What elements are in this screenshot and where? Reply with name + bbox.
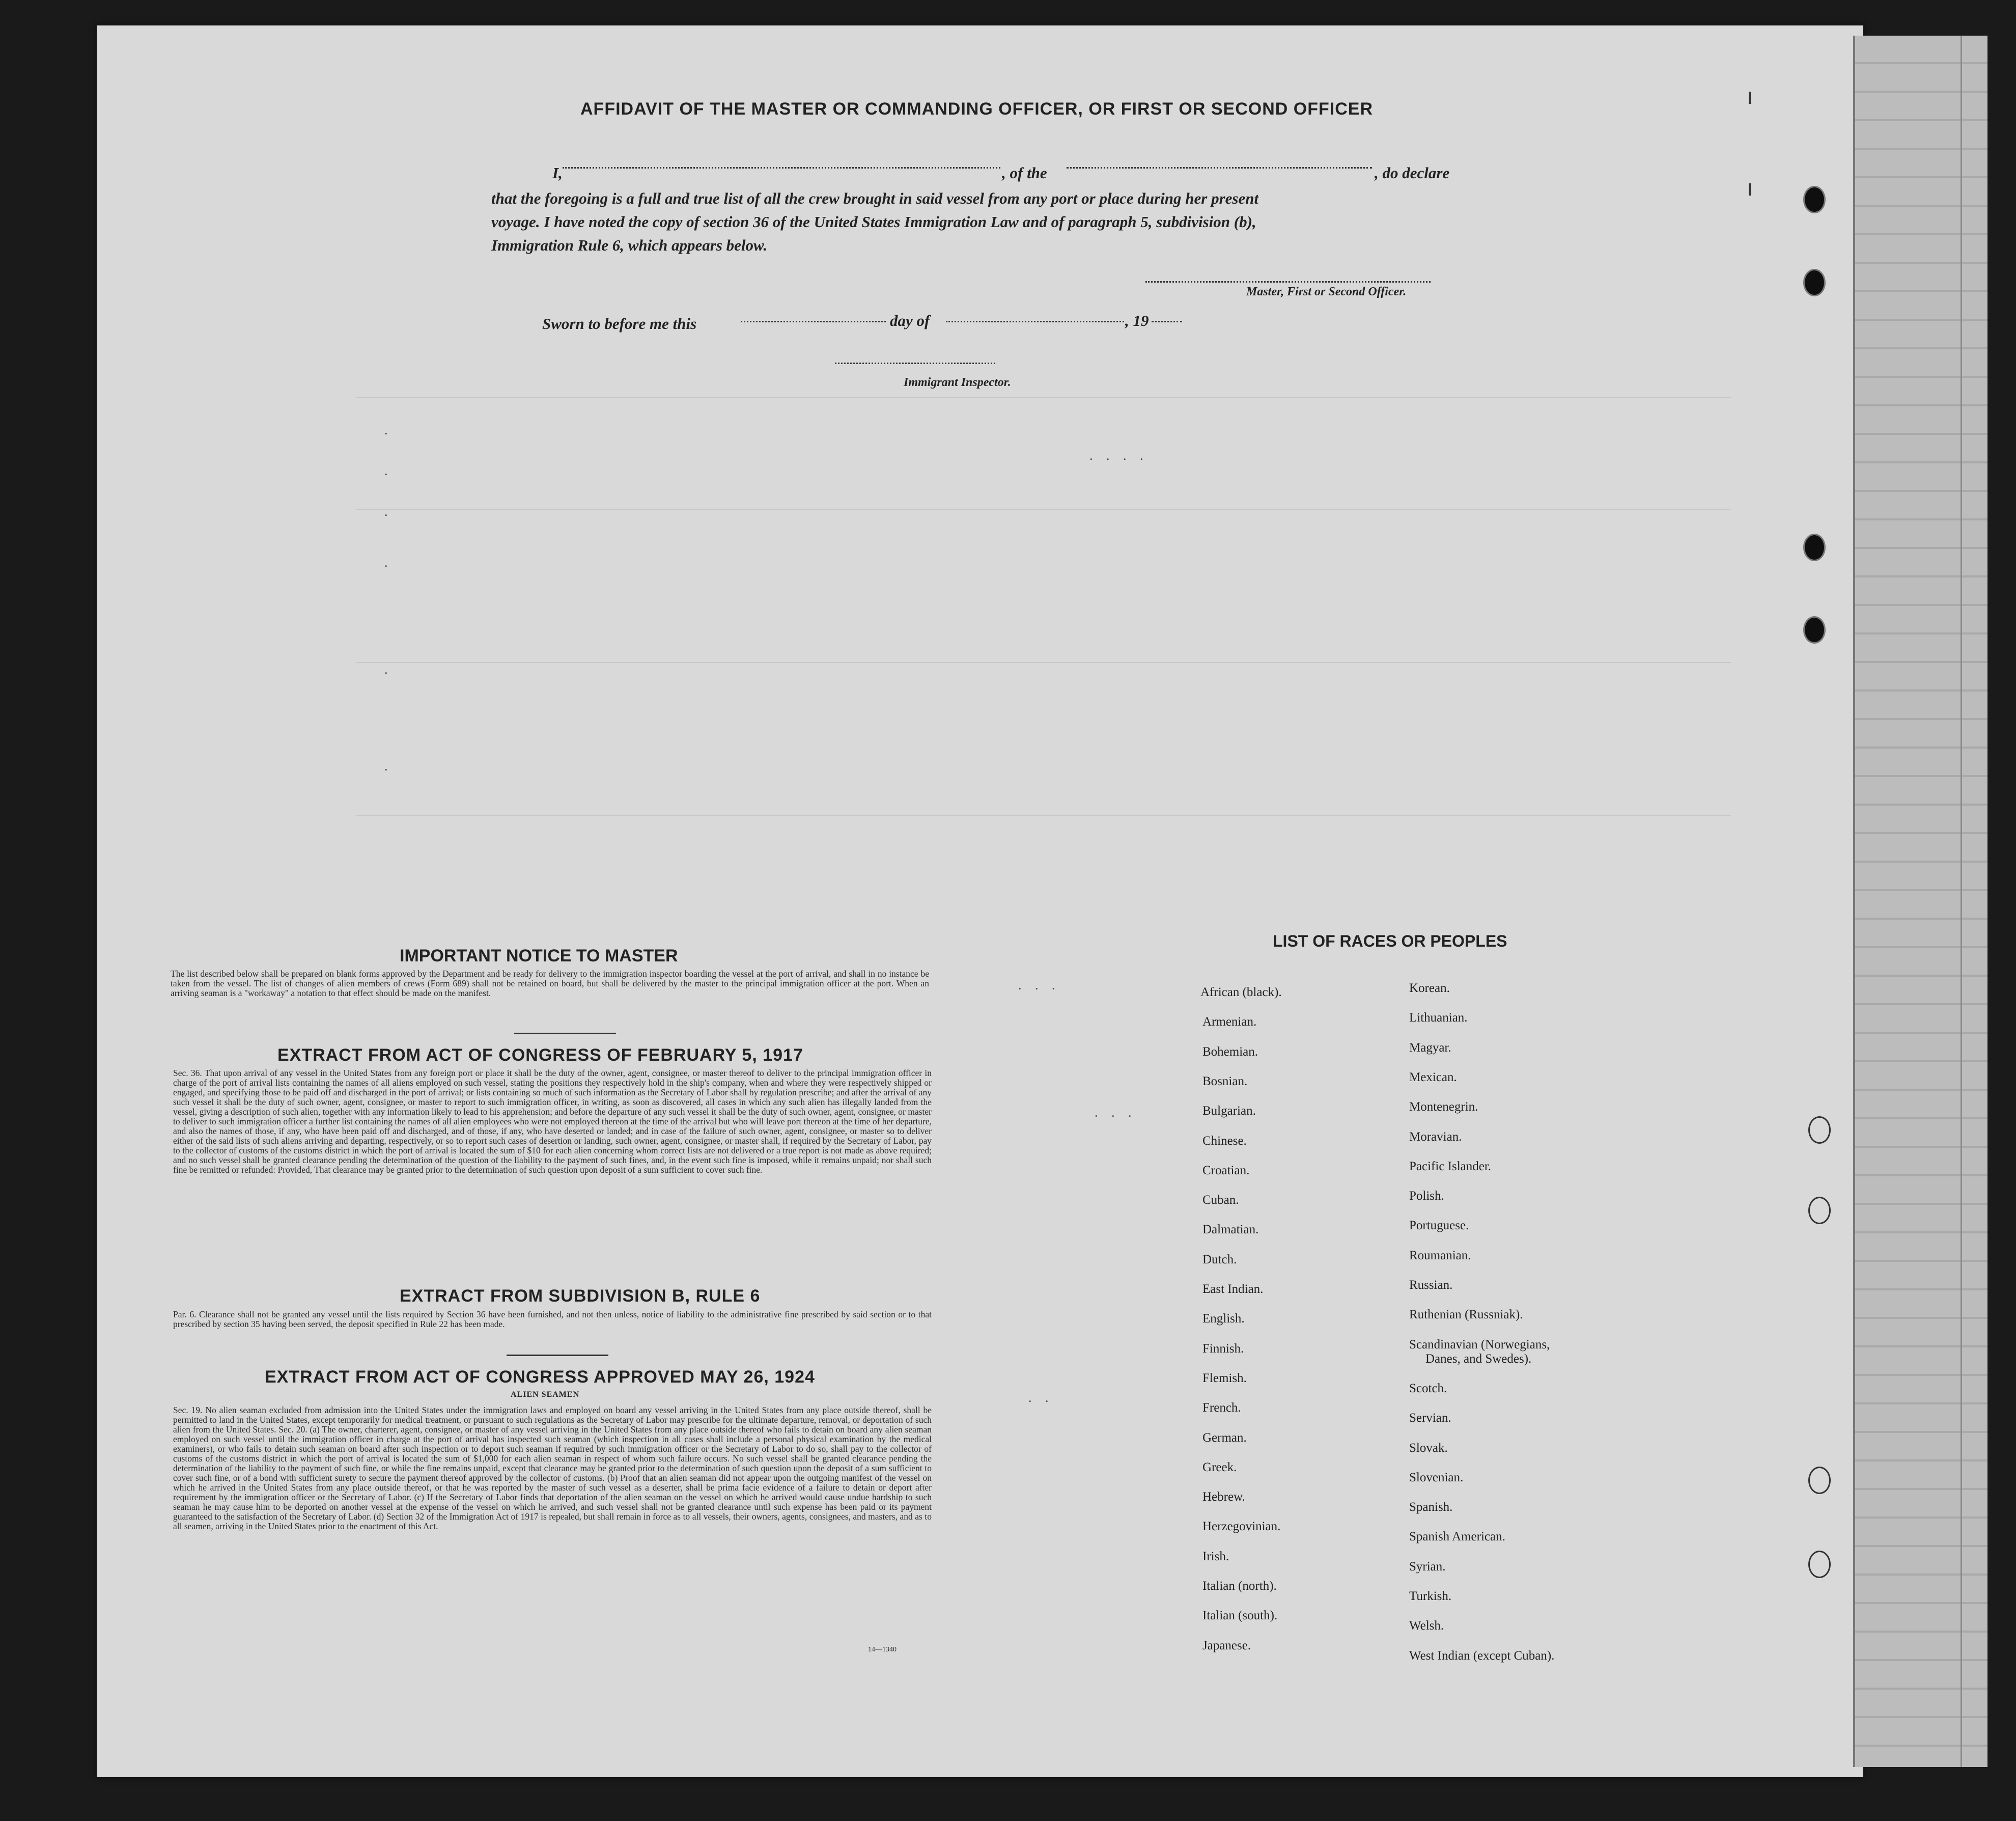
race-item: Korean. — [1409, 981, 1450, 995]
punch-hole — [1808, 1467, 1831, 1494]
race-item: Armenian. — [1202, 1015, 1257, 1029]
race-item: Croatian. — [1202, 1163, 1250, 1177]
race-item: Italian (north). — [1202, 1579, 1277, 1593]
race-item: Italian (south). — [1202, 1609, 1278, 1623]
inspector-label: Immigrant Inspector. — [904, 376, 1011, 389]
race-item: French. — [1202, 1401, 1241, 1415]
race-item: Finnish. — [1202, 1341, 1244, 1356]
race-item: Bosnian. — [1202, 1074, 1248, 1088]
punch-hole — [1803, 186, 1826, 213]
race-item: Danes, and Swedes). — [1425, 1351, 1532, 1366]
affidavit-line-2: that the foregoing is a full and true list of all the crew brought in said vessel from any port or place during her present — [491, 189, 1259, 207]
race-item: Bohemian. — [1202, 1044, 1258, 1059]
form-number: 14—1340 — [868, 1646, 897, 1653]
of-the-label: , of the — [1002, 164, 1047, 182]
extract-rule6-title: EXTRACT FROM SUBDIVISION B, RULE 6 — [400, 1286, 761, 1306]
faint-marks: . — [384, 423, 393, 437]
notice-title: IMPORTANT NOTICE TO MASTER — [400, 946, 678, 965]
punch-hole — [1808, 1197, 1831, 1224]
race-item: Hebrew. — [1202, 1490, 1245, 1504]
race-item: Welsh. — [1409, 1619, 1444, 1633]
extract-1924-title: EXTRACT FROM ACT OF CONGRESS APPROVED MAY 26, 1924 — [265, 1367, 815, 1387]
master-signature-label: Master, First or Second Officer. — [1246, 285, 1407, 298]
punch-hole — [1808, 1116, 1831, 1144]
adjacent-page-edge — [1853, 36, 1987, 1767]
race-item: Syrian. — [1409, 1559, 1446, 1574]
race-item: Magyar. — [1409, 1040, 1451, 1055]
race-item: Russian. — [1409, 1278, 1453, 1292]
sworn-label: Sworn to before me this — [542, 315, 697, 333]
master-signature-field[interactable] — [1145, 281, 1431, 283]
race-item: Greek. — [1202, 1460, 1237, 1474]
sworn-day-field[interactable] — [741, 321, 886, 322]
race-item: East Indian. — [1202, 1282, 1264, 1296]
year-label: , 19 — [1125, 312, 1149, 329]
race-item: Irish. — [1202, 1549, 1229, 1563]
extract-1924-body: Sec. 19. No alien seaman excluded from admission into the United States under the immigration laws and employed on board any vessel arriving in the United States from any place outside thereof, shall be permitted to land in the United States, except temporarily for medical treatment, or pursuant to such regulations as the Secretary of Labor may prescribe for the ultimate departure, removal, or deportation of such alien from the United States. Sec. 20. (a) The owner, charterer, agent, consignee, or master of any vessel arriving in the United States from any place outside thereof who fails to detain on board any alien seaman employed on such vessel until the immigration officer in charge at the port of arrival has inspected such seaman (which inspection in all cases shall include a personal physical examination by the medical examiners), or who fails to detain such seaman on board after such inspection or to deport such seaman if required by such immigration officer or the Secretary of Labor to do so, shall pay to the collector of customs of the customs district in which the port of arrival is located the sum of $1,000 for each alien seaman in respect of whom such failure occurs. No such vessel shall be granted clearance pending the determination of the liability to the payment of such fine, or while the fine remains unpaid, except that clearance may be granted prior to the determination of such question upon the deposit of a sum sufficient to cover such fine, or of a bond with sufficient surety to secure the payment thereof approved by the collector of customs. (b) Proof that an alien seaman did not appear upon the outgoing manifest of the vessel on which he arrived in the United States from any place outside thereof, or that he was reported by the master of such vessel as a deserter, shall be prima facie evidence of a failure to detain or deport after requirement by the immigration officer or the Secretary of Labor. (c) If the Secretary of Labor finds that deportation of the alien seaman on the vessel on which he arrived would cause undue hardship to such seaman he may cause him to be deported on another vessel at the expense of the vessel on which he arrived, and such vessel shall not be granted clearance until such expense has been paid or its payment guaranteed to the satisfaction of the Secretary of Labor. (d) Section 32 of the Immigration Act of 1917 is repealed, but shall remain in force as to all vessels, their owners, agents, consignees, and masters, and as to all seamen, arriving in the United States prior to the enactment of this Act. — [173, 1405, 932, 1531]
race-item: African (black). — [1200, 985, 1282, 999]
race-item: Montenegrin. — [1409, 1100, 1478, 1114]
race-item: German. — [1202, 1430, 1247, 1445]
vessel-field[interactable] — [1067, 167, 1372, 169]
name-field[interactable] — [563, 167, 1000, 169]
race-item: Ruthenian (Russniak). — [1409, 1308, 1523, 1322]
race-item: Servian. — [1409, 1411, 1451, 1425]
extract-1917-body: Sec. 36. That upon arrival of any vessel in the United States from any foreign port or place it shall be the duty of the owner, agent, consignee, or master thereof to deliver to the principal immigration officer in charge of the port of arrival lists containing the names of all aliens employed on such vessel, stating the positions they respectively hold in the ship's company, when and where they were respectively shipped or engaged, and specifying those to be paid off and discharged in the port of arrival; or lists containing so much of such information as the Secretary of Labor shall by regulation prescribe; and after the arrival of any such vessel it shall be the duty of such owner, agent, consignee, or master to report to such immigration officer, in writing, as soon as discovered, all cases in which any such alien has illegally landed from the vessel, giving a description of such alien, together with any information likely to lead to his apprehension; and before the departure of any such vessel it shall be the duty of such owner, agent, consignee, or master to deliver to such immigration officer a further list containing the names of all alien employees who were not employed thereon at the time of the arrival but who will leave port thereon at the time of her departure, and also the names of those, if any, who have been paid off and discharged, and of those, if any, who have deserted or landed; and in case of the failure of such owner, agent, consignee, or master so to deliver either of the said lists of such aliens arriving and departing, respectively, or so to report such cases of desertion or landing, such owner, agent, consignee, or master shall, if required by the Secretary of Labor, pay to the collector of customs of the customs district in which the port of arrival is located the sum of $10 for each alien concerning whom correct lists are not delivered or a true report is not made as above required; and no such vessel shall be granted clearance pending the determination of the question of the liability to the payment of such fines, and, in the event such fine is imposed, while it remains unpaid; nor shall such fine be remitted or refunded: Provided, That clearance may be granted prior to the determination of such question upon deposit of a sum sufficient to cover such fine. — [173, 1068, 932, 1175]
races-title: LIST OF RACES OR PEOPLES — [1273, 932, 1507, 950]
inspector-signature-field[interactable] — [835, 363, 995, 364]
affidavit-line-3: voyage. I have noted the copy of section 36 of the United States Immigration Law and of paragraph 5, subdivision (b), — [491, 213, 1256, 231]
race-item: Roumanian. — [1409, 1248, 1471, 1262]
race-item: Turkish. — [1409, 1589, 1452, 1603]
punch-hole — [1803, 534, 1826, 561]
punch-hole — [1803, 616, 1826, 644]
race-item: Chinese. — [1202, 1134, 1247, 1148]
punch-hole — [1803, 269, 1826, 296]
race-item: Pacific Islander. — [1409, 1159, 1492, 1173]
extract-rule6-body: Par. 6. Clearance shall not be granted any vessel until the lists required by Section 36 have been furnished, and not then unless, notice of liability to the administrative fine prescribed by said section or to that prescribed by section 35 having been served, the deposit specified in Rule 22 has been made. — [173, 1309, 932, 1329]
race-item: Polish. — [1409, 1189, 1444, 1203]
race-item: Flemish. — [1202, 1371, 1247, 1385]
affidavit-line-4: Immigration Rule 6, which appears below. — [491, 236, 768, 254]
do-declare-label: , do declare — [1375, 164, 1450, 182]
notice-body: The list described below shall be prepared on blank forms approved by the Department and be ready for delivery to the immigration inspector boarding the vessel at the port of arrival, and shall in no instance be taken from the vessel. The list of changes of alien members of crews (Form 689) shall not be retained on board, but shall be delivered by the master to the principal immigration officer at the port. When an arriving seaman is a "workaway" a notation to that effect should be made on the manifest. — [171, 969, 929, 998]
race-item: Dutch. — [1202, 1252, 1237, 1266]
race-item: English. — [1202, 1312, 1245, 1326]
race-item: Lithuanian. — [1409, 1011, 1468, 1025]
sworn-year-field[interactable] — [1152, 321, 1182, 322]
race-item: Moravian. — [1409, 1129, 1462, 1144]
sworn-month-field[interactable] — [946, 321, 1124, 322]
race-item: Bulgarian. — [1202, 1104, 1256, 1118]
race-item: Scandinavian (Norwegians, — [1409, 1337, 1550, 1351]
race-item: Slovenian. — [1409, 1470, 1464, 1484]
race-item: Herzegovinian. — [1202, 1520, 1281, 1534]
race-item: West Indian (except Cuban). — [1409, 1648, 1555, 1663]
race-item: Japanese. — [1202, 1638, 1251, 1652]
day-of-label: day of — [890, 312, 930, 329]
affidavit-i-label: I, — [552, 164, 563, 182]
extract-1924-subtitle: ALIEN SEAMEN — [511, 1390, 580, 1399]
race-item: Cuban. — [1202, 1193, 1239, 1207]
race-item: Spanish. — [1409, 1500, 1453, 1514]
race-item: Slovak. — [1409, 1441, 1448, 1455]
race-item: Scotch. — [1409, 1381, 1447, 1395]
extract-1917-title: EXTRACT FROM ACT OF CONGRESS OF FEBRUARY 5, 1917 — [277, 1045, 803, 1065]
race-item: Spanish American. — [1409, 1530, 1505, 1544]
race-item: Mexican. — [1409, 1070, 1457, 1084]
affidavit-title: AFFIDAVIT OF THE MASTER OR COMMANDING OFFICER, OR FIRST OR SECOND OFFICER — [580, 99, 1373, 119]
race-item: Dalmatian. — [1202, 1223, 1259, 1237]
punch-hole — [1808, 1551, 1831, 1578]
race-item: Portuguese. — [1409, 1219, 1469, 1233]
